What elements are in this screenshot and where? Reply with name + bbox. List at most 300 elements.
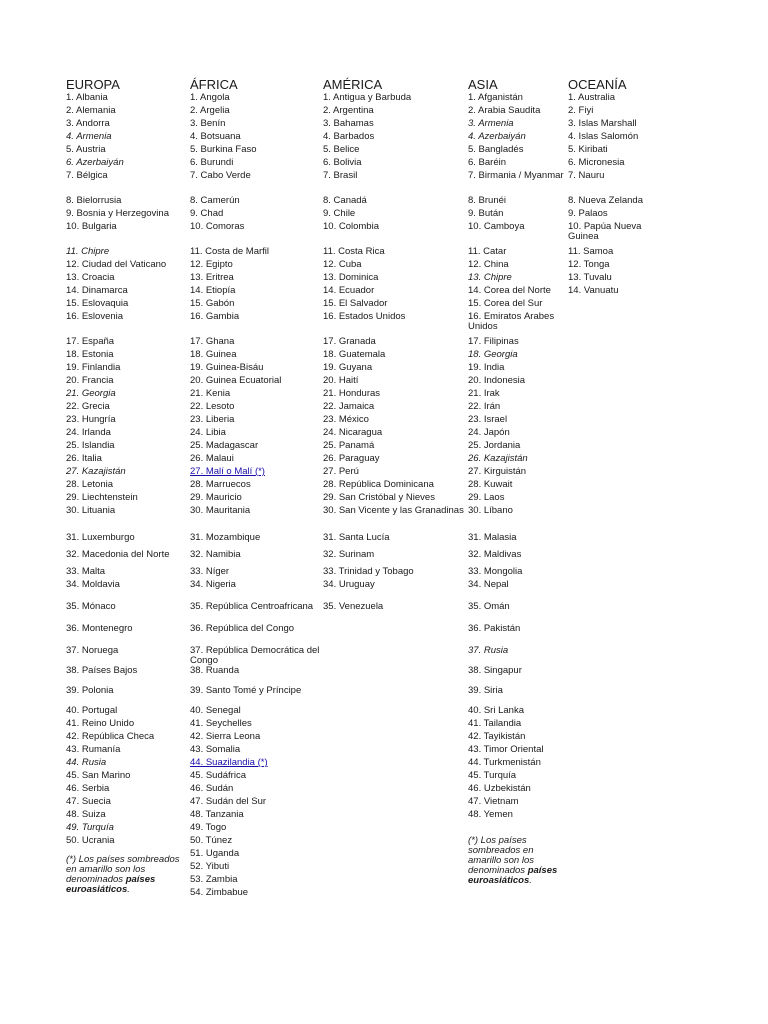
country-item xyxy=(66,247,188,260)
country-name: 35. Venezuela xyxy=(323,602,384,612)
country-name: 18. Guinea xyxy=(190,350,237,360)
country-link[interactable]: 44. Suazilandia (*) xyxy=(190,758,268,768)
country-name: 7. Cabo Verde xyxy=(190,171,251,181)
country-item xyxy=(190,209,322,222)
country-name: 9. Palaos xyxy=(568,209,608,219)
column-africa xyxy=(190,77,322,901)
country-item xyxy=(468,158,566,171)
country-name: 14. Etiopía xyxy=(190,286,236,296)
country-name: 3. Andorra xyxy=(66,119,110,129)
country-name: 2. Alemania xyxy=(66,106,116,116)
country-name: 20. Indonesia xyxy=(468,376,526,386)
country-item xyxy=(568,247,658,260)
country-name: 43. Timor Oriental xyxy=(468,745,544,755)
country-name: 15. Corea del Sur xyxy=(468,299,543,309)
country-name: 12. Ciudad del Vaticano xyxy=(66,260,167,270)
country-item xyxy=(468,771,566,784)
country-name: 6. Baréin xyxy=(468,158,507,168)
country-item xyxy=(468,567,566,580)
country-name: 52. Yibuti xyxy=(190,862,230,872)
country-item xyxy=(190,389,322,402)
country-item xyxy=(323,260,466,273)
country-name: 4. Botsuana xyxy=(190,132,241,142)
header-europa: EUROPA xyxy=(66,77,120,92)
country-name: 45. Turquía xyxy=(468,771,517,781)
country-item xyxy=(190,106,322,119)
country-name: 2. Argelia xyxy=(190,106,230,116)
country-item xyxy=(190,119,322,132)
country-name: 54. Zimbabue xyxy=(190,888,249,898)
country-name: 8. Brunéi xyxy=(468,196,507,206)
column-europa xyxy=(66,77,188,895)
country-item xyxy=(190,222,322,247)
country-name: 11. Catar xyxy=(468,247,507,257)
country-item xyxy=(66,402,188,415)
country-item xyxy=(190,550,322,567)
country-name: 19. Finlandia xyxy=(66,363,121,373)
country-item xyxy=(568,260,658,273)
country-name: 10. Camboya xyxy=(468,222,525,232)
country-item xyxy=(66,758,188,771)
country-item[interactable] xyxy=(190,758,322,771)
country-item xyxy=(568,286,658,299)
country-item xyxy=(190,196,322,209)
country-item xyxy=(66,771,188,784)
country-name: 22. Lesoto xyxy=(190,402,235,412)
country-name: 39. Siria xyxy=(468,686,503,696)
country-name: 14. Vanuatu xyxy=(568,286,619,296)
country-item xyxy=(66,810,188,823)
footnote-end: . xyxy=(127,884,130,895)
country-item xyxy=(568,273,658,286)
footnote-europa xyxy=(66,855,188,895)
country-item xyxy=(323,533,466,550)
country-name: 37. República Democrática del Congo xyxy=(190,646,320,666)
country-name: 2. Argentina xyxy=(323,106,374,116)
country-item xyxy=(66,624,188,646)
country-name: 1. Antigua y Barbuda xyxy=(323,93,412,103)
country-item xyxy=(323,337,466,350)
country-item xyxy=(468,196,566,209)
country-item xyxy=(323,171,466,196)
country-item xyxy=(66,784,188,797)
header-asia: ASIA xyxy=(468,77,498,92)
country-item xyxy=(468,376,566,389)
country-name: 12. Egipto xyxy=(190,260,233,270)
country-name: 15. Gabón xyxy=(190,299,235,309)
country-name: 13. Dominica xyxy=(323,273,379,283)
country-name: 51. Uganda xyxy=(190,849,240,859)
country-item xyxy=(468,337,566,350)
country-item xyxy=(323,467,466,480)
country-name: 49. Togo xyxy=(190,823,227,833)
country-item xyxy=(66,119,188,132)
country-name: 33. Trinidad y Tobago xyxy=(323,567,414,577)
country-name: 31. Mozambique xyxy=(190,533,261,543)
country-name: 37. Noruega xyxy=(66,646,119,656)
country-name: 41. Reino Unido xyxy=(66,719,135,729)
country-item xyxy=(568,145,658,158)
country-item xyxy=(66,209,188,222)
country-name: 30. Líbano xyxy=(468,506,513,516)
country-item xyxy=(190,93,322,106)
country-name: 43. Somalia xyxy=(190,745,241,755)
country-name: 19. Guinea-Bisáu xyxy=(190,363,264,373)
country-name: 31. Malasia xyxy=(468,533,517,543)
country-item xyxy=(323,428,466,441)
country-name: 32. Namibia xyxy=(190,550,241,560)
country-item xyxy=(66,158,188,171)
country-name: 12. Tonga xyxy=(568,260,610,270)
country-item xyxy=(66,836,188,849)
country-name: 5. Kiribati xyxy=(568,145,608,155)
country-name: 28. Kuwait xyxy=(468,480,513,490)
country-name: 25. Islandia xyxy=(66,441,115,451)
header-oceania: OCEANÍA xyxy=(568,77,627,92)
country-name: 21. Irak xyxy=(468,389,500,399)
country-name: 32. Maldivas xyxy=(468,550,522,560)
country-name: 26. Malaui xyxy=(190,454,234,464)
country-item xyxy=(468,745,566,758)
country-item xyxy=(190,158,322,171)
country-name: 26. Italia xyxy=(66,454,102,464)
country-item xyxy=(66,602,188,624)
country-item xyxy=(323,454,466,467)
country-item xyxy=(323,312,466,337)
country-name: 24. Irlanda xyxy=(66,428,111,438)
country-item xyxy=(468,119,566,132)
country-item xyxy=(323,602,466,624)
country-name: 40. Senegal xyxy=(190,706,241,716)
country-name: 29. Liechtenstein xyxy=(66,493,138,503)
country-item xyxy=(468,299,566,312)
country-item xyxy=(190,132,322,145)
country-name: 9. Bután xyxy=(468,209,504,219)
country-item xyxy=(468,758,566,771)
country-item xyxy=(190,624,322,646)
country-name: 36. Montenegro xyxy=(66,624,133,634)
country-item xyxy=(323,580,466,602)
country-item xyxy=(323,273,466,286)
country-item xyxy=(323,376,466,389)
country-item xyxy=(323,158,466,171)
country-name: 13. Croacia xyxy=(66,273,115,283)
country-name: 27. Perú xyxy=(323,467,359,477)
country-name: 11. Samoa xyxy=(568,247,614,257)
country-name: 3. Benín xyxy=(190,119,226,129)
country-name: 34. Uruguay xyxy=(323,580,375,590)
country-item xyxy=(468,602,566,624)
country-name: 14. Corea del Norte xyxy=(468,286,551,296)
column-asia xyxy=(468,77,566,886)
country-item xyxy=(468,273,566,286)
country-name: 30. Mauritania xyxy=(190,506,251,516)
country-name: 6. Azerbaiyán xyxy=(66,158,124,168)
country-name: 10. Colombia xyxy=(323,222,379,232)
country-name: 45. San Marino xyxy=(66,771,131,781)
country-item xyxy=(323,506,466,533)
country-item xyxy=(323,222,466,247)
country-name: 19. Guyana xyxy=(323,363,373,373)
country-item xyxy=(468,350,566,363)
country-item xyxy=(468,580,566,602)
country-item xyxy=(190,823,322,836)
footnote-text: (*) Los países sombreados en amarillo son los denominados xyxy=(468,835,534,876)
country-name: 36. República del Congo xyxy=(190,624,295,634)
country-item xyxy=(66,286,188,299)
country-item xyxy=(323,480,466,493)
country-item xyxy=(66,260,188,273)
country-name: 21. Honduras xyxy=(323,389,381,399)
country-name: 17. Ghana xyxy=(190,337,235,347)
country-name: 42. República Checa xyxy=(66,732,155,742)
country-item xyxy=(468,428,566,441)
country-item xyxy=(66,312,188,337)
country-item xyxy=(323,441,466,454)
country-name: 20. Haití xyxy=(323,376,359,386)
country-name: 13. Tuvalu xyxy=(568,273,612,283)
country-name: 23. México xyxy=(323,415,369,425)
country-name: 14. Ecuador xyxy=(323,286,375,296)
country-name: 21. Georgia xyxy=(66,389,116,399)
country-name: 37. Rusia xyxy=(468,646,509,656)
country-name: 34. Nepal xyxy=(468,580,509,590)
country-name: 44. Turkmenistán xyxy=(468,758,541,768)
country-name: 18. Georgia xyxy=(468,350,518,360)
footnote-bold: países euroasiáticos xyxy=(66,874,156,895)
country-item xyxy=(66,467,188,480)
country-name: 33. Mongolia xyxy=(468,567,523,577)
country-item xyxy=(468,402,566,415)
country-name: 44. Rusia xyxy=(66,758,107,768)
country-item xyxy=(468,93,566,106)
country-name: 16. Gambia xyxy=(190,312,240,322)
country-item xyxy=(66,686,188,706)
country-name: 34. Moldavia xyxy=(66,580,120,590)
country-name: 47. Vietnam xyxy=(468,797,519,807)
country-name: 4. Azerbaiyán xyxy=(468,132,526,142)
country-item xyxy=(190,480,322,493)
country-name: 33. Malta xyxy=(66,567,106,577)
country-name: 48. Suiza xyxy=(66,810,106,820)
country-item xyxy=(190,732,322,745)
country-item xyxy=(323,93,466,106)
country-item xyxy=(568,106,658,119)
country-name: 27. Kazajistán xyxy=(66,467,126,477)
country-name: 25. Panamá xyxy=(323,441,375,451)
country-name: 31. Santa Lucía xyxy=(323,533,390,543)
column-oceania xyxy=(568,77,658,299)
country-name: 34. Nigeria xyxy=(190,580,236,590)
country-item xyxy=(66,132,188,145)
country-item xyxy=(190,260,322,273)
country-name: 8. Canadá xyxy=(323,196,367,206)
country-name: 25. Jordania xyxy=(468,441,521,451)
country-item xyxy=(66,145,188,158)
country-name: 48. Tanzania xyxy=(190,810,244,820)
country-item xyxy=(190,646,322,666)
country-name: 24. Libia xyxy=(190,428,226,438)
country-item xyxy=(468,106,566,119)
country-name: 12. Cuba xyxy=(323,260,362,270)
country-name: 11. Chipre xyxy=(66,247,110,257)
country-name: 28. Marruecos xyxy=(190,480,251,490)
country-item xyxy=(66,363,188,376)
country-name: 17. España xyxy=(66,337,115,347)
country-item xyxy=(190,810,322,823)
country-item xyxy=(66,93,188,106)
country-name: 43. Rumanía xyxy=(66,745,121,755)
country-name: 29. Laos xyxy=(468,493,505,503)
country-name: 22. Grecia xyxy=(66,402,110,412)
country-name: 38. Países Bajos xyxy=(66,666,138,676)
country-name: 26. Paraguay xyxy=(323,454,380,464)
country-name: 50. Ucrania xyxy=(66,836,115,846)
country-item xyxy=(468,732,566,745)
country-name: 23. Israel xyxy=(468,415,508,425)
country-name: 35. República Centroafricana xyxy=(190,602,314,612)
country-item xyxy=(66,797,188,810)
country-item xyxy=(568,209,658,222)
country-name: 7. Nauru xyxy=(568,171,605,181)
country-name: 40. Portugal xyxy=(66,706,118,716)
country-name: 15. Eslovaquia xyxy=(66,299,129,309)
country-item xyxy=(468,624,566,646)
country-item xyxy=(568,171,658,196)
country-name: 42. Sierra Leona xyxy=(190,732,261,742)
country-item xyxy=(66,222,188,247)
country-name: 32. Surinam xyxy=(323,550,375,560)
country-item xyxy=(568,119,658,132)
country-item xyxy=(468,686,566,706)
country-item xyxy=(190,719,322,732)
country-name: 38. Ruanda xyxy=(190,666,240,676)
country-name: 42. Tayikistán xyxy=(468,732,526,742)
country-name: 5. Austria xyxy=(66,145,106,155)
country-item xyxy=(468,389,566,402)
country-name: 32. Macedonia del Norte xyxy=(66,550,170,560)
country-item[interactable] xyxy=(190,467,322,480)
country-item xyxy=(568,196,658,209)
header-africa: ÁFRICA xyxy=(190,77,238,92)
country-name: 1. Albania xyxy=(66,93,108,103)
country-name: 30. San Vicente y las Granadinas xyxy=(323,506,464,516)
country-item xyxy=(190,875,322,888)
country-name: 16. Eslovenia xyxy=(66,312,124,322)
country-item xyxy=(468,363,566,376)
country-name: 45. Sudáfrica xyxy=(190,771,246,781)
country-name: 17. Granada xyxy=(323,337,376,347)
country-name: 11. Costa de Marfil xyxy=(190,247,270,257)
country-name: 41. Tailandia xyxy=(468,719,522,729)
country-item xyxy=(323,363,466,376)
country-item xyxy=(468,550,566,567)
country-item xyxy=(190,686,322,706)
country-name: 35. Omán xyxy=(468,602,510,612)
country-name: 30. Lituania xyxy=(66,506,116,516)
country-item xyxy=(323,209,466,222)
country-name: 15. El Salvador xyxy=(323,299,388,309)
country-item xyxy=(190,402,322,415)
country-name: 3. Bahamas xyxy=(323,119,374,129)
country-item xyxy=(323,350,466,363)
country-name: 5. Bangladés xyxy=(468,145,524,155)
country-item xyxy=(190,441,322,454)
country-item xyxy=(468,171,566,196)
country-name: 23. Hungría xyxy=(66,415,116,425)
country-name: 16. Emiratos Árabes Unidos xyxy=(468,312,555,332)
country-item xyxy=(468,706,566,719)
country-name: 8. Bielorrusia xyxy=(66,196,122,206)
country-name: 22. Jamaica xyxy=(323,402,375,412)
country-name: 36. Pakistán xyxy=(468,624,521,634)
country-name: 50. Túnez xyxy=(190,836,233,846)
country-name: 24. Japón xyxy=(468,428,510,438)
country-item xyxy=(190,273,322,286)
country-item xyxy=(323,389,466,402)
country-name: 53. Zambia xyxy=(190,875,238,885)
country-item xyxy=(468,784,566,797)
country-item xyxy=(190,299,322,312)
country-name: 7. Birmania / Myanmar xyxy=(468,171,564,181)
country-item xyxy=(190,376,322,389)
country-name: 28. Letonia xyxy=(66,480,114,490)
country-item xyxy=(66,719,188,732)
country-item xyxy=(66,337,188,350)
country-item xyxy=(190,706,322,719)
country-name: 4. Armenia xyxy=(66,132,112,142)
country-name: 25. Madagascar xyxy=(190,441,259,451)
country-item xyxy=(190,797,322,810)
country-link[interactable]: 27. Malí o Malí (*) xyxy=(190,467,265,477)
country-item xyxy=(66,550,188,567)
country-item xyxy=(66,299,188,312)
country-name: 6. Micronesia xyxy=(568,158,625,168)
country-item xyxy=(468,441,566,454)
country-item xyxy=(66,428,188,441)
country-item xyxy=(468,810,566,823)
footnote-end: . xyxy=(529,875,532,886)
country-item xyxy=(66,389,188,402)
country-item xyxy=(323,196,466,209)
country-item xyxy=(190,415,322,428)
country-item xyxy=(468,247,566,260)
country-item xyxy=(190,145,322,158)
country-item xyxy=(568,158,658,171)
country-item xyxy=(190,771,322,784)
country-item xyxy=(66,171,188,196)
country-item xyxy=(323,402,466,415)
country-item xyxy=(190,428,322,441)
country-name: 21. Kenia xyxy=(190,389,231,399)
country-name: 17. Filipinas xyxy=(468,337,519,347)
header-america: AMÉRICA xyxy=(323,77,383,92)
country-item xyxy=(323,567,466,580)
footnote-text: (*) Los países sombreados en amarillo son los denominados xyxy=(66,854,180,885)
country-name: 31. Luxemburgo xyxy=(66,533,135,543)
country-item xyxy=(568,222,658,247)
country-name: 3. Armenia xyxy=(468,119,514,129)
footnote-bold: países euroasiáticos xyxy=(468,865,558,886)
country-item xyxy=(190,506,322,533)
country-item xyxy=(66,732,188,745)
country-item xyxy=(468,286,566,299)
country-name: 8. Nueva Zelanda xyxy=(568,196,643,206)
country-item xyxy=(323,132,466,145)
country-name: 1. Australia xyxy=(568,93,615,103)
country-name: 5. Belice xyxy=(323,145,360,155)
country-item xyxy=(66,646,188,666)
